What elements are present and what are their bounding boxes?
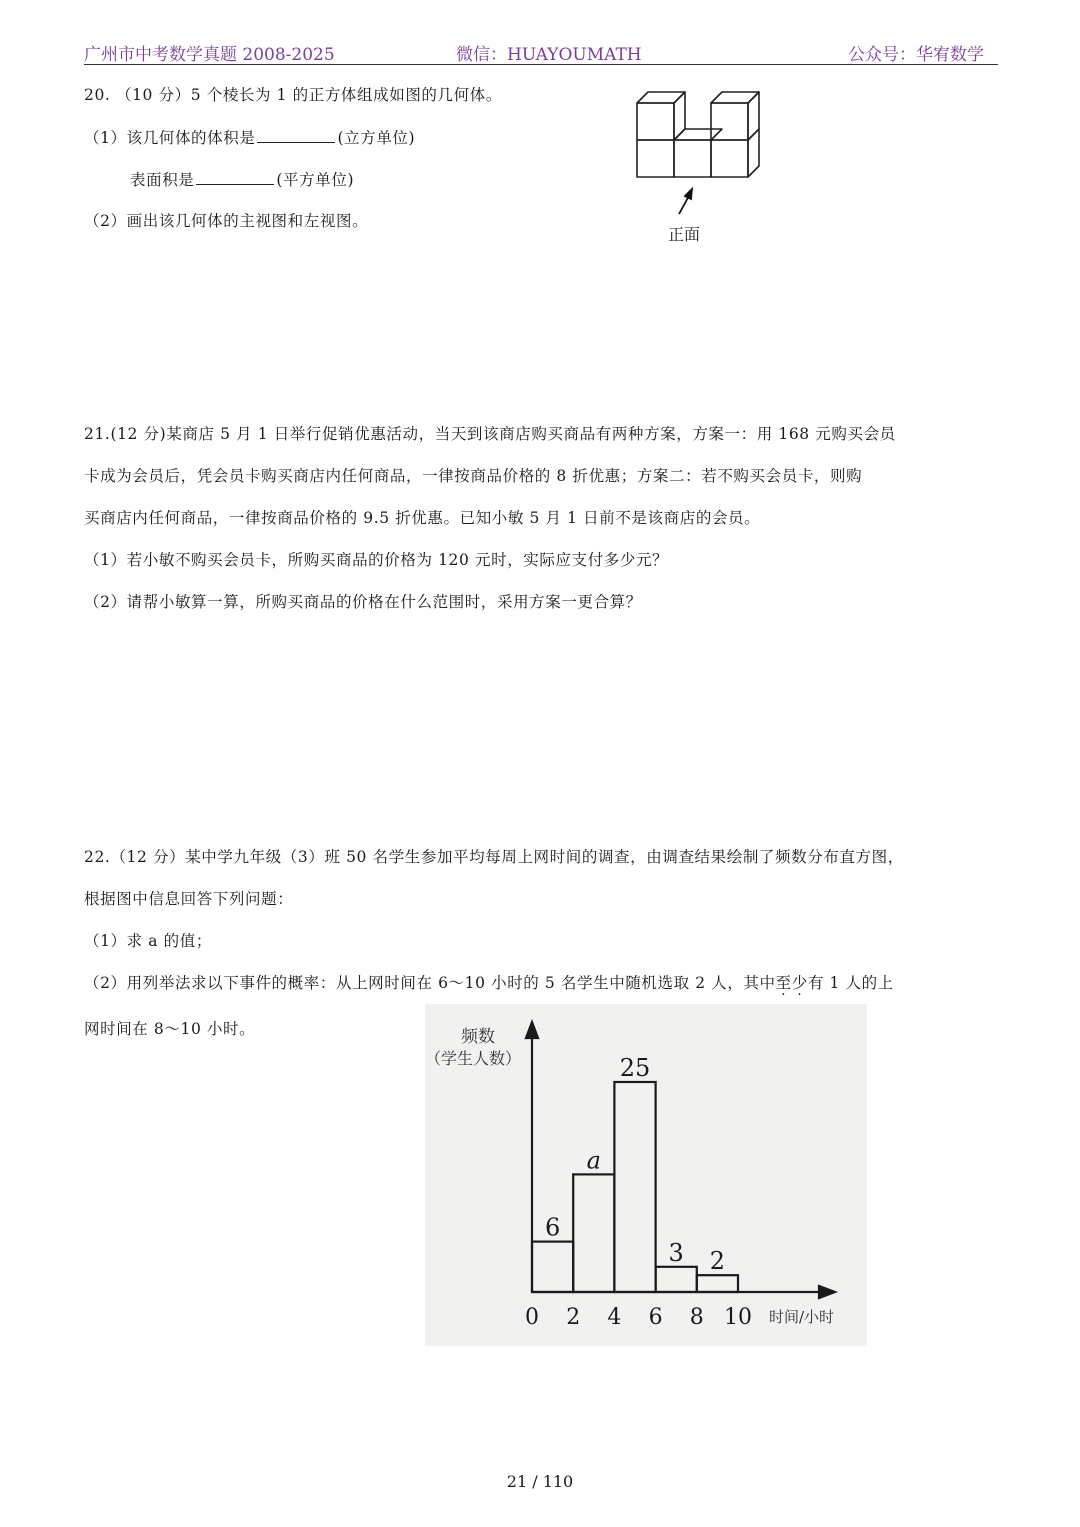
q22-line-2: 根据图中信息回答下列问题： xyxy=(84,890,294,908)
x-tick-label: 6 xyxy=(648,1305,663,1330)
x-axis-label: 时间/小时 xyxy=(769,1308,835,1326)
q20-surface-unit: (平方单位) xyxy=(276,171,355,189)
emphasis-char-2: 少 xyxy=(791,974,808,992)
x-axis-arrow xyxy=(819,1286,835,1298)
q20-part1-volume xyxy=(84,126,415,149)
cube-bottom-right xyxy=(711,140,748,177)
header-left-title: 广州市中考数学真题 2008-2025 xyxy=(84,45,335,65)
header-wechat: 微信：HUAYOUMATH xyxy=(456,45,642,65)
cube-top-left xyxy=(637,103,674,140)
volume-answer-blank xyxy=(257,126,335,143)
front-label: 正面 xyxy=(668,225,701,244)
y-axis-label-line1: 频数 xyxy=(461,1027,495,1047)
emphasis-char-1: 至 xyxy=(775,974,792,992)
bar-value-label: 6 xyxy=(544,1213,561,1242)
q22-part1: （1）求 a 的值； xyxy=(84,932,212,950)
cube-top-right-top-face xyxy=(711,92,759,103)
cube-solid-figure xyxy=(628,88,768,248)
q22-line-1: 22.（12 分）某中学九年级（3）班 50 名学生参加平均每周上网时间的调查，由调查结果绘制了频数分布直方图， xyxy=(84,848,904,866)
q20-part1-surface xyxy=(130,168,354,191)
y-axis-label-line2: （学生人数） xyxy=(425,1049,522,1068)
q20-stem: 20. （10 分）5 个棱长为 1 的正方体组成如图的几何体。 xyxy=(84,86,502,104)
histogram-bar xyxy=(573,1174,614,1292)
page-header xyxy=(84,36,998,65)
q21-line-1: 21.(12 分)某商店 5 月 1 日举行促销优惠活动，当天到该商店购买商品有两种方案，方案一：用 168 元购买会员 xyxy=(84,425,896,443)
bar-value-label: a xyxy=(586,1146,601,1175)
cube-bottom-side xyxy=(748,129,759,177)
x-tick-label: 10 xyxy=(724,1305,752,1330)
histogram-bar xyxy=(656,1267,697,1292)
bar-value-label: 2 xyxy=(709,1247,726,1276)
cube-top-left-side xyxy=(674,92,685,140)
q21-line-2: 卡成为会员后，凭会员卡购买商店内任何商品，一律按商品价格的 8 折优惠；方案二：若不购买会员卡，则购 xyxy=(84,467,863,485)
q20-part2: （2）画出该几何体的主视图和左视图。 xyxy=(84,212,369,230)
histogram-figure xyxy=(425,1004,867,1346)
bar-value-label: 25 xyxy=(619,1054,651,1082)
histogram-bar xyxy=(532,1242,573,1292)
cube-top-left-top-face xyxy=(637,92,685,103)
q20-volume-text: （1）该几何体的体积是 xyxy=(84,129,256,147)
q20-surface-text: 表面积是 xyxy=(130,171,195,189)
cube-bottom-left xyxy=(637,140,674,177)
surface-answer-blank xyxy=(196,168,274,185)
histogram-bar xyxy=(697,1275,738,1292)
y-axis-arrow xyxy=(526,1022,538,1038)
q22-part2-line2: 网时间在 8～10 小时。 xyxy=(84,1020,256,1038)
x-tick-label: 2 xyxy=(566,1305,581,1330)
q21-part1: （1）若小敏不购买会员卡，所购买商品的价格为 120 元时，实际应支付多少元？ xyxy=(84,551,669,569)
q20-volume-unit: (立方单位) xyxy=(337,129,416,147)
cube-top-right-side xyxy=(748,92,759,140)
page-number: 21 / 110 xyxy=(506,1472,574,1491)
x-tick-label: 4 xyxy=(607,1305,622,1330)
x-tick-label: 8 xyxy=(689,1305,704,1330)
cube-bottom-middle xyxy=(674,140,711,177)
bar-value-label: 3 xyxy=(668,1238,684,1267)
q21-line-3: 买商店内任何商品，一律按商品价格的 9.5 折优惠。已知小敏 5 月 1 日前不是该商店的会员。 xyxy=(84,509,761,527)
cube-middle-top-face xyxy=(674,129,722,140)
q22-part2 xyxy=(84,972,894,994)
q21-part2: （2）请帮小敏算一算，所购买商品的价格在什么范围时，采用方案一更合算？ xyxy=(84,593,642,611)
histogram-svg xyxy=(425,1004,867,1346)
histogram-bar xyxy=(614,1082,655,1292)
x-tick-label: 0 xyxy=(525,1305,539,1330)
q22-part2-text-b: 有 1 人的上 xyxy=(807,974,894,992)
header-official-account: 公众号：华宥数学 xyxy=(848,45,984,65)
q22-part2-text-a: （2）用列举法求以下事件的概率：从上网时间在 6～10 小时的 5 名学生中随机选取 2 人，其中 xyxy=(84,974,776,992)
front-arrow xyxy=(679,189,692,214)
